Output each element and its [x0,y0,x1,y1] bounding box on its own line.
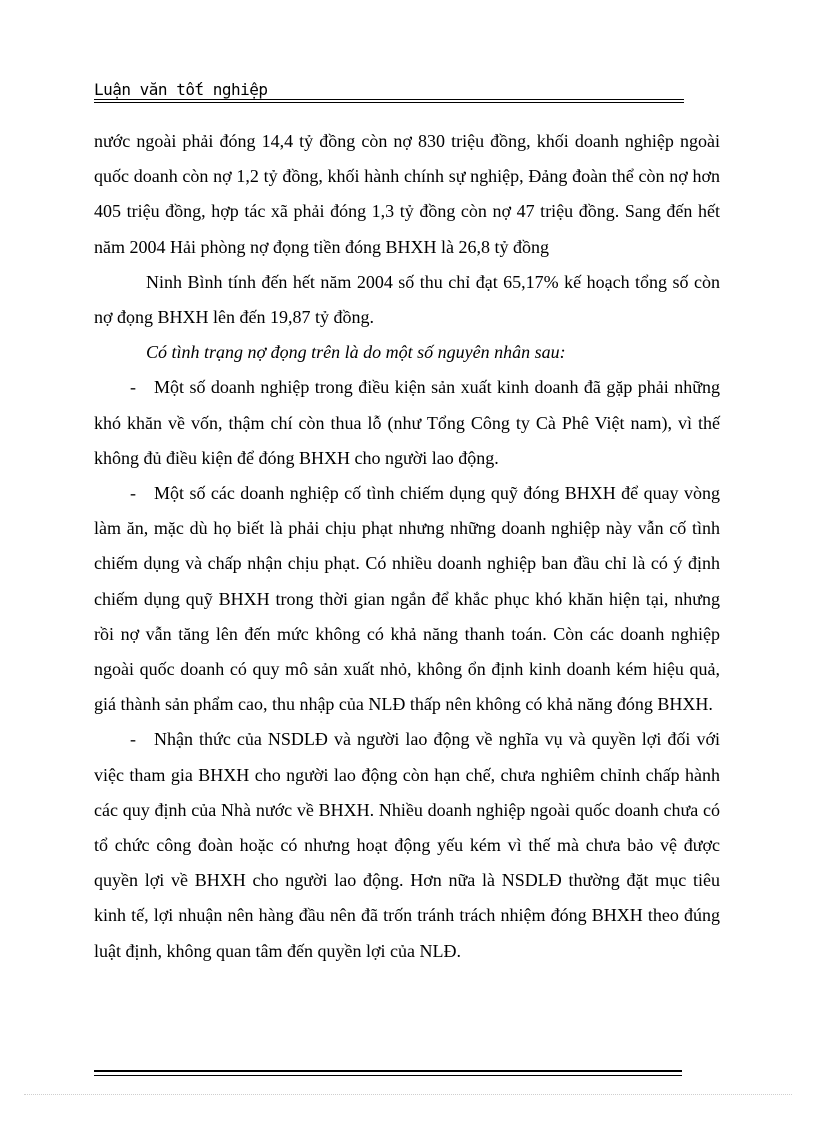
header-rule-top [94,99,684,100]
page-header: Luận văn tốt nghiệp [94,80,268,99]
bullet-text: Nhận thức của NSDLĐ và người lao động về nghĩa vụ và quyền lợi đối với việc tham gia BHXH cho người lao động còn hạn chế, chưa nghiêm chỉnh chấp hành các quy định của Nhà nước về BHXH. Nhiều doanh nghiệp ngoài quốc doanh chưa có tổ chức công đoàn hoặc có nhưng hoạt động yếu kém vì thế mà chưa bảo vệ được quyền lợi về BHXH cho người lao động. Hơn nữa là NSDLĐ thường đặt mục tiêu kinh tế, lợi nhuận nên hàng đầu nên đã trốn tránh trách nhiệm đóng BHXH theo đúng luật định, không quan tâm đến quyền lợi của NLĐ. [94,729,720,961]
bullet-text: Một số doanh nghiệp trong điều kiện sản xuất kinh doanh đã gặp phải những khó khăn về vốn, thậm chí còn thua lỗ (như Tổng Công ty Cà Phê Việt nam), vì thế không đủ điều kiện để đóng BHXH cho người lao động. [94,377,720,468]
bullet-dash: - [130,377,136,398]
bullet-item-fund-misuse [94,476,720,722]
footer-rule-top [94,1070,682,1072]
footer-rule-bottom [94,1075,682,1076]
page-edge-dotted-line [24,1094,792,1095]
paragraph-causes-intro: Có tình trạng nợ đọng trên là do một số nguyên nhân sau: [146,342,566,363]
header-rule-bottom [94,102,684,103]
bullet-item-awareness [94,722,720,968]
paragraph-debt-continued: nước ngoài phải đóng 14,4 tỷ đồng còn nợ 830 triệu đồng, khối doanh nghiệp ngoài quốc doanh còn nợ 1,2 tỷ đồng, khối hành chính sự nghiệp, Đảng đoàn thể còn nợ hơn 405 triệu đồng, hợp tác xã phải đóng 1,3 tỷ đồng còn nợ 47 triệu đồng. Sang đến hết năm 2004 Hải phòng nợ đọng tiền đóng BHXH là 26,8 tỷ đồng [94,131,720,257]
bullet-dash: - [130,483,136,504]
paragraph-ninh-binh: Ninh Bình tính đến hết năm 2004 số thu chỉ đạt 65,17% kế hoạch tổng số còn nợ đọng BHXH lên đến 19,87 tỷ đồng. [94,271,720,328]
document-body [94,124,720,969]
bullet-item-capital-difficulty [94,370,720,476]
bullet-dash: - [130,729,136,750]
bullet-text: Một số các doanh nghiệp cố tình chiếm dụng quỹ đóng BHXH để quay vòng làm ăn, mặc dù họ biết là phải chịu phạt nhưng những doanh nghiệp này vẫn cố tình chiếm dụng và chấp nhận chịu phạt. Có nhiều doanh nghiệp ban đầu chỉ là có ý định chiếm dụng quỹ BHXH trong thời gian ngắn để khắc phục khó khăn hiện tại, nhưng rồi nợ vẫn tăng lên đến mức không có khả năng thanh toán. Còn các doanh nghiệp ngoài quốc doanh có quy mô sản xuất nhỏ, không ổn định kinh doanh kém hiệu quả, giá thành sản phẩm cao, thu nhập của NLĐ thấp nên không có khả năng đóng BHXH. [94,483,720,715]
